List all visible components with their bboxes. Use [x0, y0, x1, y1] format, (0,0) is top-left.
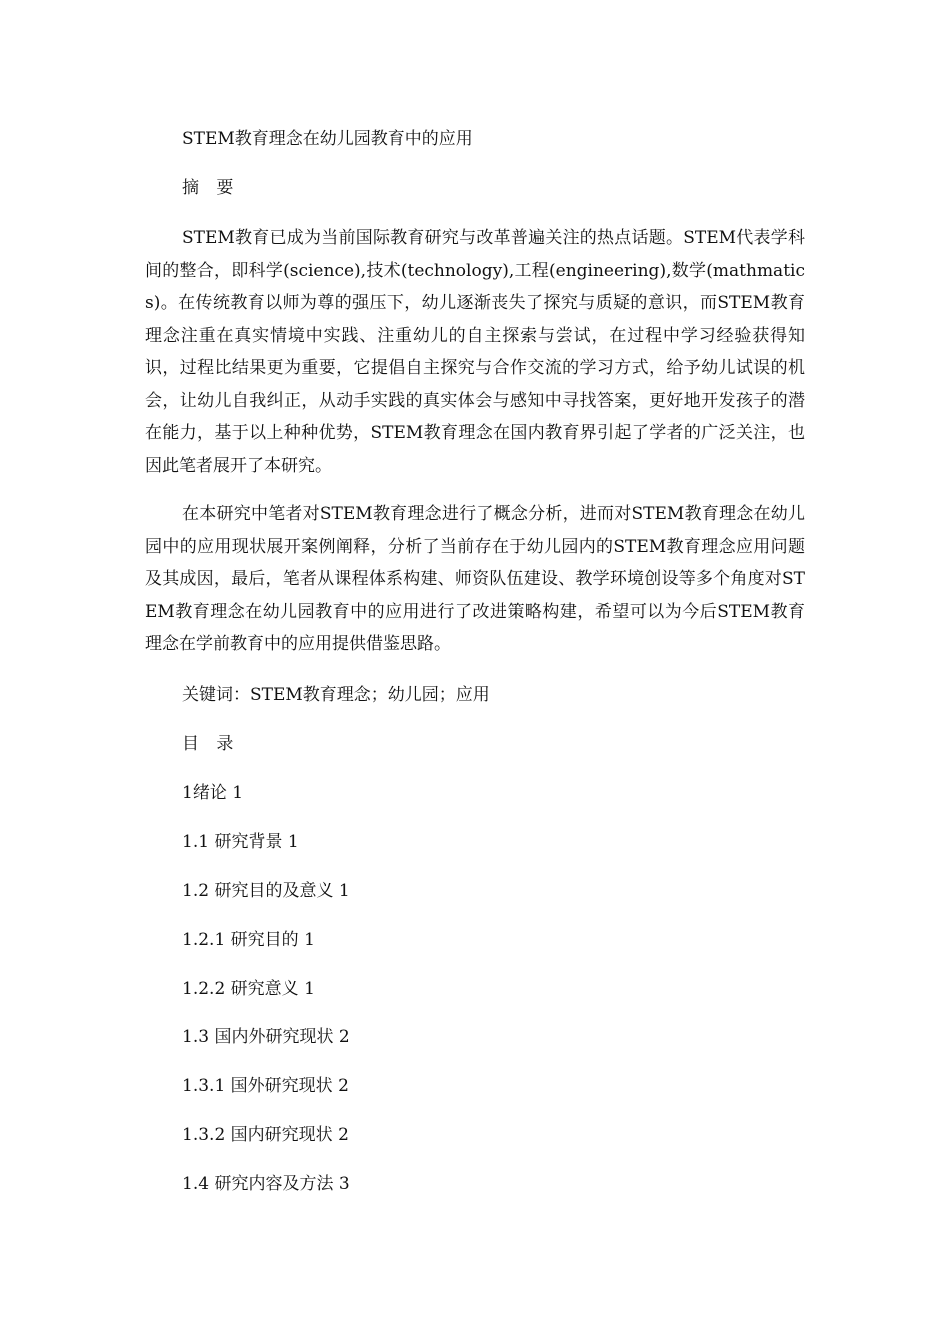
abstract-paragraph-2: 在本研究中笔者对STEM教育理念进行了概念分析，进而对STEM教育理念在幼儿园中的应用现状展开案例阐释，分析了当前存在于幼儿园内的STEM教育理念应用问题及其成因，最后，笔者从课程体系构建、师资队伍建设、教学环境创设等多个角度对STEM教育理念在幼儿园教育中的应用进行了改进策略构建，希望可以为今后STEM教育理念在学前教育中的应用提供借鉴思路。: [145, 504, 805, 654]
toc-entry: 1.3.2 国内研究现状 2: [182, 1125, 349, 1145]
toc-entry: 1.3 国内外研究现状 2: [182, 1027, 350, 1047]
toc-entry: 1.1 研究背景 1: [182, 832, 299, 852]
toc-entry: 1绪论 1: [182, 783, 244, 803]
toc-entry: 1.3.1 国外研究现状 2: [182, 1076, 349, 1096]
keywords-line: 关键词：STEM教育理念；幼儿园；应用: [182, 685, 490, 705]
abstract-paragraph-1: STEM教育已成为当前国际教育研究与改革普遍关注的热点话题。STEM代表学科间的整合，即科学(science),技术(technology),工程(engineering),数学(mathmatics)。在传统教育以师为尊的强压下，幼儿逐渐丧失了探究与质疑的意识，而STEM教育理念注重在真实情境中实践、注重幼儿的自主探索与尝试，在过程中学习经验获得知识，过程比结果更为重要，它提倡自主探究与合作交流的学习方式，给予幼儿试误的机会，让幼儿自我纠正，从动手实践的真实体会与感知中寻找答案，更好地开发孩子的潜在能力，基于以上种种优势，STEM教育理念在国内教育界引起了学者的广泛关注，也因此笔者展开了本研究。: [145, 228, 805, 476]
abstract-heading: 摘 要: [182, 178, 240, 198]
toc-entry: 1.2.2 研究意义 1: [182, 979, 315, 999]
toc-entry: 1.4 研究内容及方法 3: [182, 1174, 350, 1194]
document-title: STEM教育理念在幼儿园教育中的应用: [182, 129, 473, 149]
toc-heading: 目 录: [182, 734, 240, 754]
toc-entry: 1.2.1 研究目的 1: [182, 930, 315, 950]
toc-entry: 1.2 研究目的及意义 1: [182, 881, 350, 901]
